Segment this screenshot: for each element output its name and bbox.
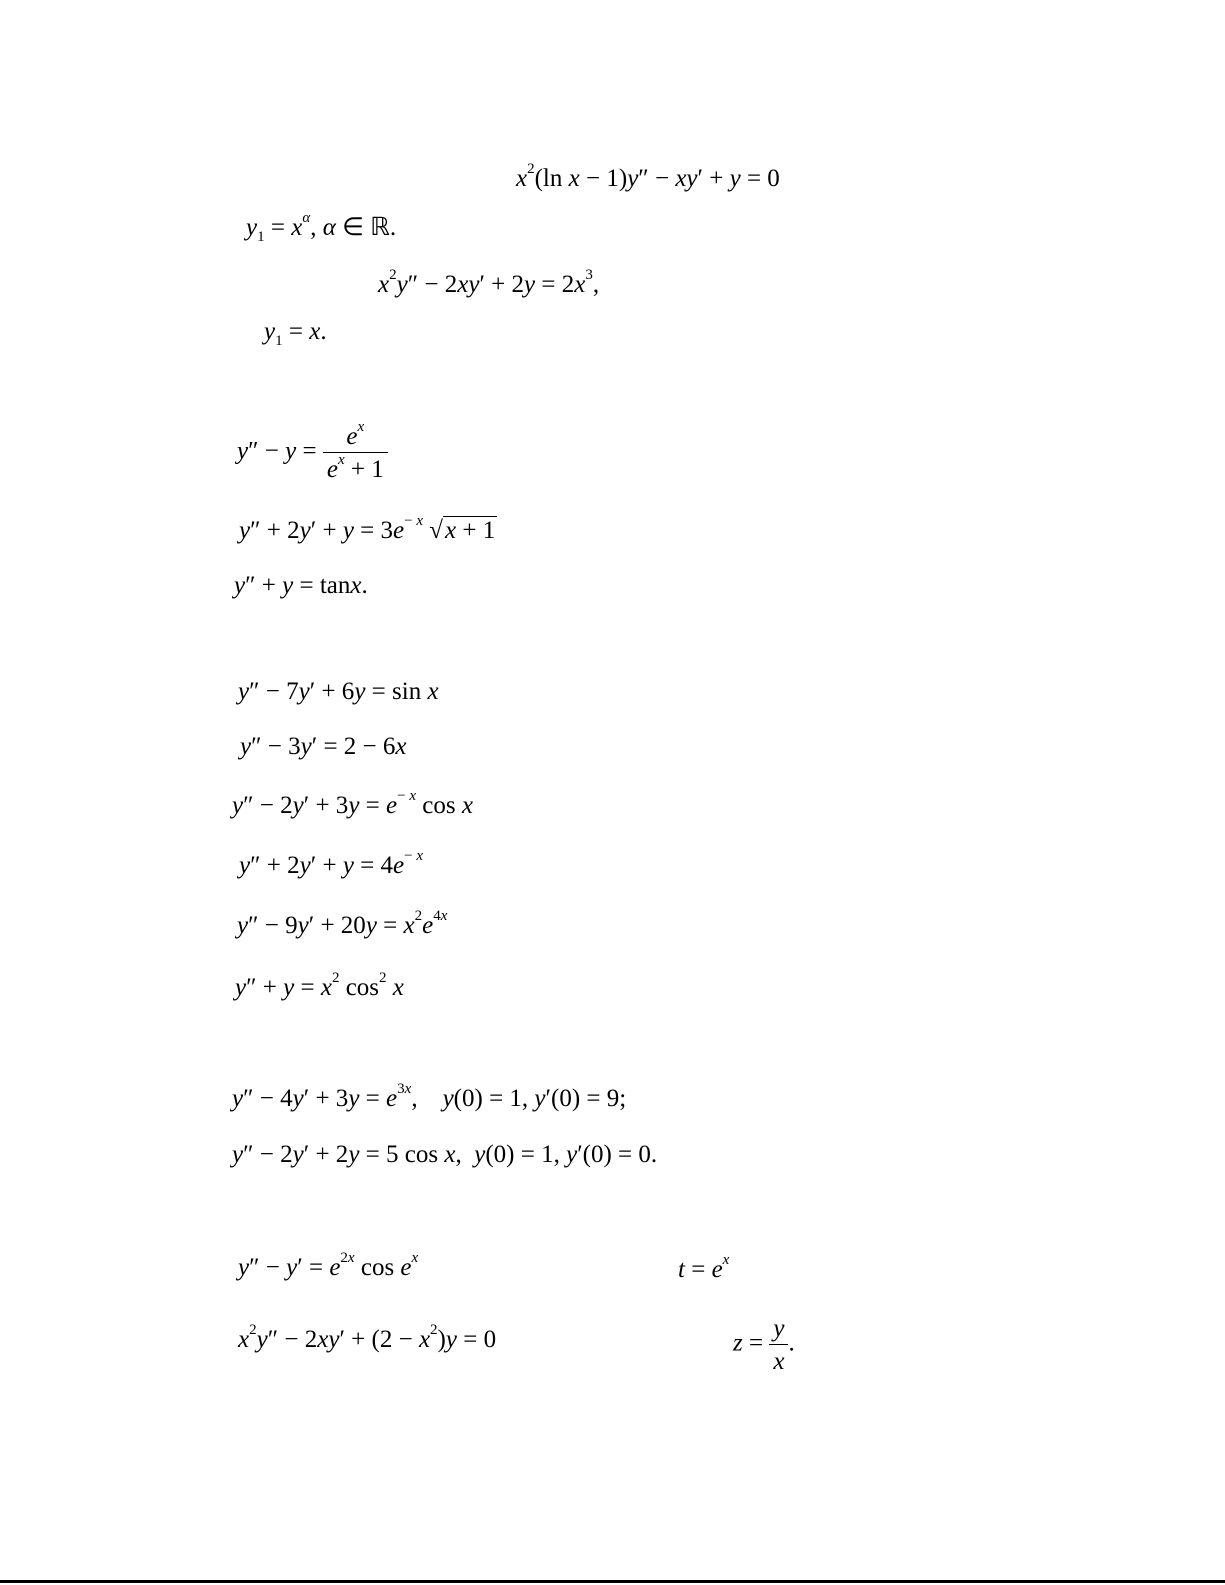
equation-11: $y'' + 2y' + y = 4e^{- x}$ — [239, 847, 424, 879]
equation-2: $y_1 = x^\alpha$, α ∈ ℝ. — [246, 209, 397, 245]
square-root: √x + 1 — [429, 517, 496, 544]
equation-13: $y'' + y = x^2$ $\cos^2 x$ — [235, 969, 404, 1001]
page-bottom-border — [0, 1580, 1225, 1583]
equation-12: $y'' - 9y' + 20y = x^2e^{4x}$ — [237, 907, 448, 939]
equation-6: $y'' + 2y' + y = 3e^{- x}$ √x + 1 — [239, 512, 496, 544]
fraction: $\frac{y}{x}$ — [769, 1316, 788, 1374]
equation-15: y″ − 2y′ + 2y = 5 cos x, y(0) = 1, y′(0) = 0. — [232, 1141, 658, 1168]
equation-7: y″ + y = tanx. — [234, 572, 368, 599]
fraction: $\frac{e^x}{e^x + 1}$ — [323, 424, 388, 482]
equation-8: y″ − 7y′ + 6y = sin x — [238, 678, 439, 705]
equation-17: $t = e^x$ — [678, 1251, 730, 1283]
equation-5: y″ − y = $\frac{e^x}{e^x + 1}$ — [237, 424, 388, 482]
equation-4: $y_1 = x$. — [264, 318, 327, 349]
equation-19: z = $\frac{y}{x}$ . — [733, 1315, 795, 1375]
equation-1: $x^2(\ln$ x − 1)y″ − xy′ + y = 0 — [516, 160, 780, 192]
equation-18: $x^2y'' - 2xy' + (2 - x^2)y = 0$ — [238, 1321, 497, 1353]
equation-14: $y'' - 4y' + 3y = e^{3x}$, y(0) = 1, y′(0) = 9; — [232, 1080, 627, 1112]
equation-3: $x^2y'' - 2xy' + 2y = 2x^3$, — [378, 266, 600, 298]
equation-10: $y'' - 2y' + 3y = e^{- x}$ cos x — [232, 787, 473, 819]
equation-16: $y'' - y' = e^{2x}$ $\cos e^x$ — [238, 1249, 419, 1281]
equation-9: y″ − 3y′ = 2 − 6x — [240, 733, 407, 760]
